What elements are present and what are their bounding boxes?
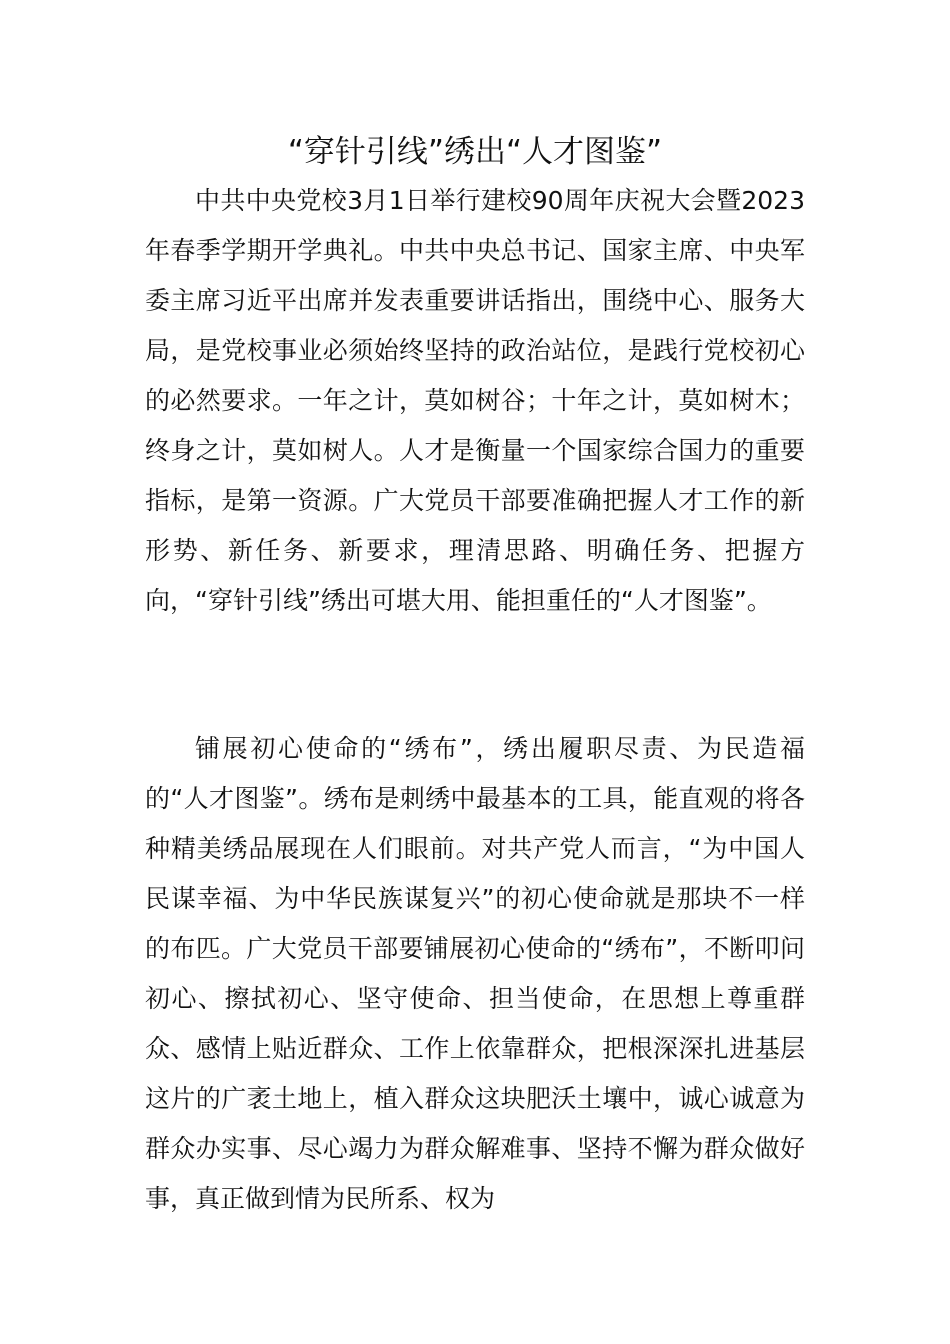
paragraph-intro: 中共中央党校3月1日举行建校90周年庆祝大会暨2023年春季学期开学典礼。中共中央总书记、国家主席、中央军委主席习近平出席并发表重要讲话指出，围绕中心、服务大局，是党校事业必须始终坚持的政治站位，是践行党校初心的必然要求。一年之计，莫如树谷；十年之计，莫如树木；终身之计，莫如树人。人才是衡量一个国家综合国力的重要指标，是第一资源。广大党员干部要准确把握人才工作的新形势、新任务、新要求，理清思路、明确任务、把握方向，“穿针引线”绣出可堪大用、能担重任的“人才图鉴”。: [145, 186, 805, 615]
paragraph-embroidery-cloth: 铺展初心使命的“绣布”，绣出履职尽责、为民造福的“人才图鉴”。绣布是刺绣中最基本的工具，能直观的将各种精美绣品展现在人们眼前。对共产党人而言，“为中国人民谋幸福、为中华民族谋复兴”的初心使命就是那块不一样的布匹。广大党员干部要铺展初心使命的“绣布”，不断叩问初心、擦拭初心、坚守使命、担当使命，在思想上尊重群众、感情上贴近群众、工作上依靠群众，把根深深扎进基层这片的广袤土地上，植入群众这块肥沃土壤中，诚心诚意为群众办实事、尽心竭力为群众解难事、坚持不懈为群众做好事，真正做到情为民所系、权为: [145, 734, 805, 1213]
document-title: “穿针引线”绣出“人才图鉴”: [287, 134, 663, 170]
